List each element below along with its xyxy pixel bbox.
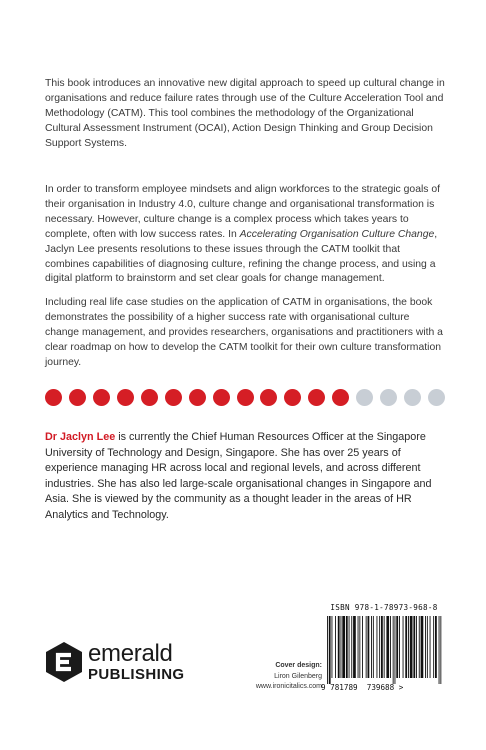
- publisher-logo: [44, 641, 185, 683]
- progress-dot: [404, 389, 421, 406]
- progress-dot: [141, 389, 158, 406]
- cover-design-credit: [232, 661, 322, 693]
- barcode-bar: [346, 616, 348, 678]
- barcode-bar: [381, 616, 383, 678]
- progress-dot: [428, 389, 445, 406]
- barcode-bar: [341, 616, 342, 678]
- barcode-bar: [377, 616, 378, 678]
- author-name: Dr Jaclyn Lee: [45, 431, 116, 443]
- cover-design-label: Cover design:: [275, 662, 322, 669]
- cover-designer-name: Liron Gilenberg: [274, 672, 322, 680]
- barcode-bar: [373, 616, 374, 678]
- barcode-bar: [342, 616, 345, 678]
- barcode-bar: [408, 616, 409, 678]
- barcode-bar: [396, 616, 398, 678]
- barcode-bar: [413, 616, 415, 678]
- barcode-bar: [395, 616, 396, 684]
- barcode-bar: [410, 616, 413, 678]
- isbn-barcode: [321, 603, 443, 692]
- progress-dot: [165, 389, 182, 406]
- author-bio-text: is currently the Chief Human Resources Officer at the Singapore University of Technology and Design, Singapore. She has over 25 years of experience managing HR across local and regional levels, and across different industries. She has also led large-scale organisational changes in Singapore and Asia. She is viewed by the community as a thought leader in the areas of HR Analytics and Technology.: [45, 431, 432, 521]
- barcode-bar: [399, 616, 400, 678]
- barcode-bar: [435, 616, 437, 678]
- description-paragraph-2: [45, 183, 445, 287]
- progress-dot: [237, 389, 254, 406]
- barcode-bar: [359, 616, 360, 678]
- barcode-digits-right: 739688: [366, 683, 395, 692]
- barcode-bar: [386, 616, 389, 678]
- barcode-bar: [405, 616, 407, 678]
- barcode-digit-end: >: [398, 683, 404, 692]
- barcode-bar: [327, 616, 328, 684]
- barcode-bars: [325, 614, 443, 684]
- barcode-bar: [433, 616, 434, 678]
- barcode-bar: [390, 616, 391, 678]
- barcode-bar: [419, 616, 420, 678]
- progress-dot: [284, 389, 301, 406]
- progress-dot: [308, 389, 325, 406]
- barcode-bar: [338, 616, 340, 678]
- publisher-name-line2: PUBLISHING: [88, 666, 185, 683]
- progress-dot: [117, 389, 134, 406]
- progress-dot: [332, 389, 349, 406]
- barcode-bar: [351, 616, 352, 678]
- barcode-digits-left: 781789: [330, 683, 358, 692]
- publisher-name-line1: emerald: [88, 640, 173, 667]
- isbn-text: ISBN 978-1-78973-968-8: [330, 603, 438, 612]
- author-bio: [45, 430, 445, 524]
- progress-dot: [45, 389, 62, 406]
- emerald-logo-icon: [44, 641, 84, 683]
- cover-designer-url: www.ironicitalics.com: [255, 683, 322, 690]
- paragraph-2-text-a: In order to transform employee mindsets and align workforces to the strategic goals of their organisation in Industry 4.0, culture change and organisational transformation is necessary. However, culture change is a complex process which takes years to complete, often with low success rates. In: [45, 184, 441, 240]
- progress-dots: [45, 388, 445, 406]
- progress-dot: [93, 389, 110, 406]
- barcode-bar: [403, 616, 404, 678]
- barcode-bar: [416, 616, 417, 678]
- barcode-bar: [425, 616, 426, 678]
- barcode-bar: [440, 616, 441, 684]
- barcode-bar: [368, 616, 370, 678]
- barcode-bar: [371, 616, 372, 678]
- barcode-bar: [353, 616, 356, 678]
- barcode-bar: [329, 616, 331, 684]
- barcode-digit-first: 9: [321, 683, 326, 692]
- barcode-bar: [439, 616, 440, 684]
- progress-dot: [213, 389, 230, 406]
- barcode-bar: [366, 616, 367, 678]
- barcode-bar: [379, 616, 380, 678]
- paragraph-2-text-b: , Jaclyn Lee presents resolutions to these issues through the CATM toolkit that combines capabilities of diagnosing culture, refining the change process, and using a digital platform to brainstorm and set clear goals for change management.: [45, 228, 438, 285]
- progress-dot: [260, 389, 277, 406]
- progress-dot: [189, 389, 206, 406]
- barcode-bar: [393, 616, 394, 684]
- barcode-bar: [335, 616, 336, 678]
- barcode-bar: [349, 616, 350, 678]
- barcode-bar: [332, 616, 333, 678]
- progress-dot: [380, 389, 397, 406]
- barcode-digits: [321, 683, 403, 692]
- progress-dot: [356, 389, 373, 406]
- barcode-bar: [384, 616, 385, 678]
- barcode-bar: [362, 616, 363, 678]
- barcode-bar: [427, 616, 428, 678]
- barcode-bar: [421, 616, 424, 678]
- description-paragraph-3: Including real life case studies on the application of CATM in organisations, the book demonstrates the possibility of a higher success rate with organisational culture change management, and provides researchers, organisations and practitioners with a clear roadmap on how to develop the CATM toolkit for their own culture transformation journey.: [45, 297, 443, 368]
- book-title-italic: Accelerating Organisation Culture Change: [239, 228, 435, 240]
- barcode-bar: [358, 616, 359, 678]
- description-paragraph-1: This book introduces an innovative new digital approach to speed up cultural change in organisations and reduce failure rates through use of the Culture Acceleration Tool and Methodology (CATM). This tool combines the methodology of the Organizational Cultural Assessment Instrument (OCAI), Action Design Thinking and Group Decision Support Systems.: [45, 78, 445, 149]
- progress-dot: [69, 389, 86, 406]
- barcode-bar: [430, 616, 431, 678]
